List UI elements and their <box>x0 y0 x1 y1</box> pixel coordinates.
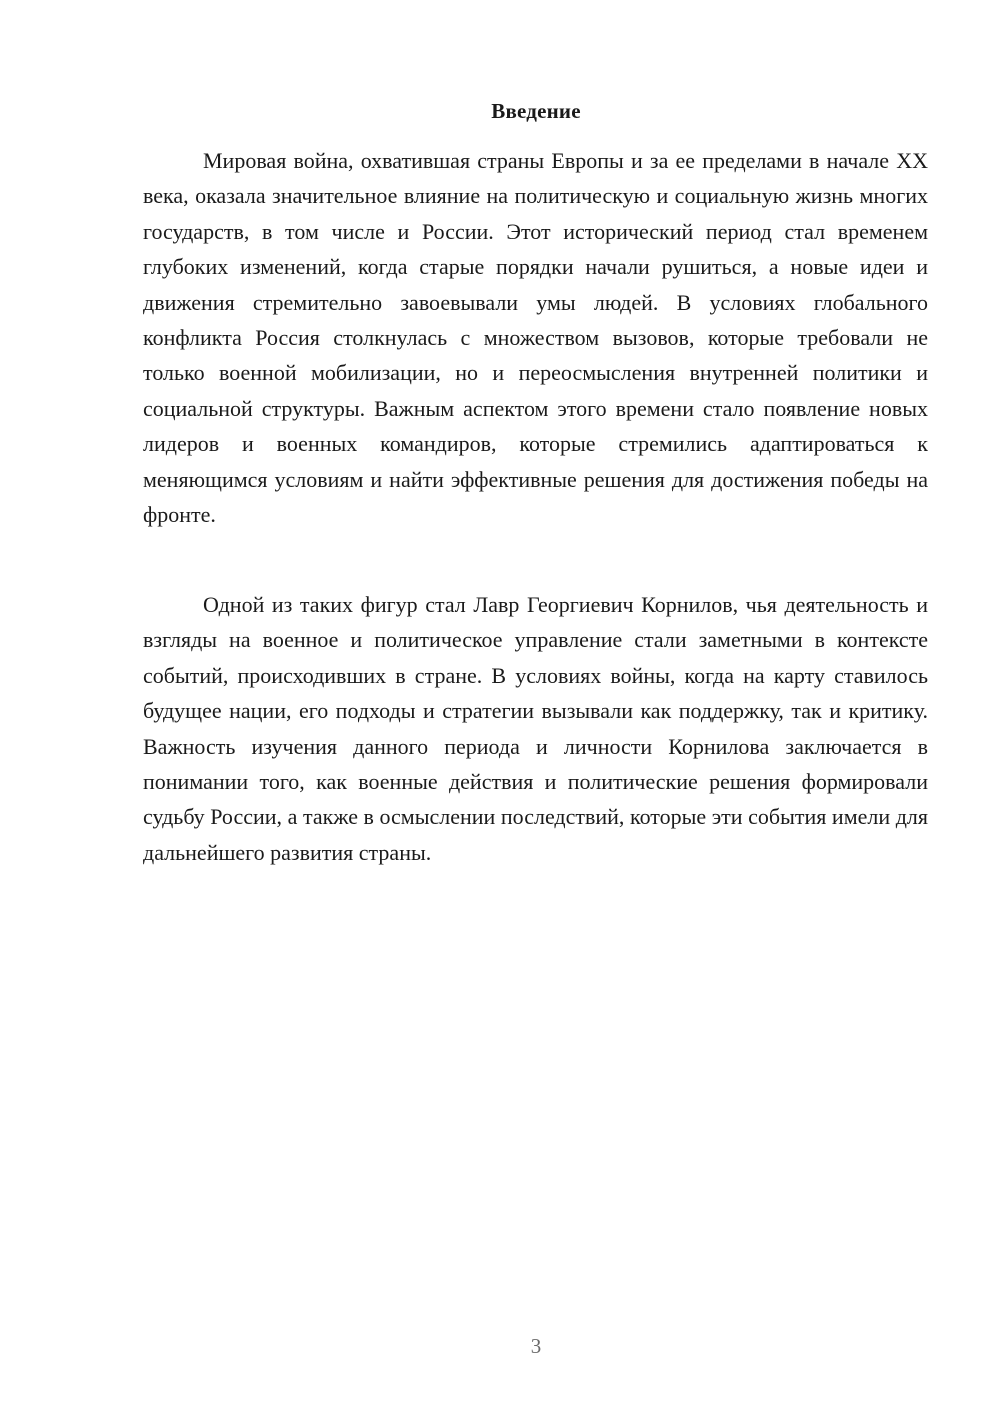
body-paragraph-2: Одной из таких фигур стал Лавр Георгиевич Корнилов, чья деятельность и взгляды на военное и политическое управление стали заметными в контексте событий, происходивших в стране. В условиях войны, когда на карту ставилось будущее нации, его подходы и стратегии вызывали как поддержку, так и критику. Важность изучения данного периода и личности Корнилова заключается в понимании того, как военные действия и политические решения формировали судьбу России, а также в осмыслении последствий, которые эти события имели для дальнейшего развития страны. <box>143 592 928 865</box>
section-heading: Введение <box>491 99 581 123</box>
body-paragraph-1: Мировая война, охватившая страны Европы и за ее пределами в начале XX века, оказала значительное влияние на политическую и социальную жизнь многих государств, в том числе и России. Этот исторический период стал временем глубоких изменений, когда старые порядки начали рушиться, а новые идеи и движения стремительно завоевывали умы людей. В условиях глобального конфликта Россия столкнулась с множеством вызовов, которые требовали не только военной мобилизации, но и переосмысления внутренней политики и социальной структуры. Важным аспектом этого времени стало появление новых лидеров и военных командиров, которые стремились адаптироваться к меняющимся условиям и найти эффективные решения для достижения победы на фронте. <box>143 148 928 528</box>
page-number: 3 <box>530 1334 542 1358</box>
